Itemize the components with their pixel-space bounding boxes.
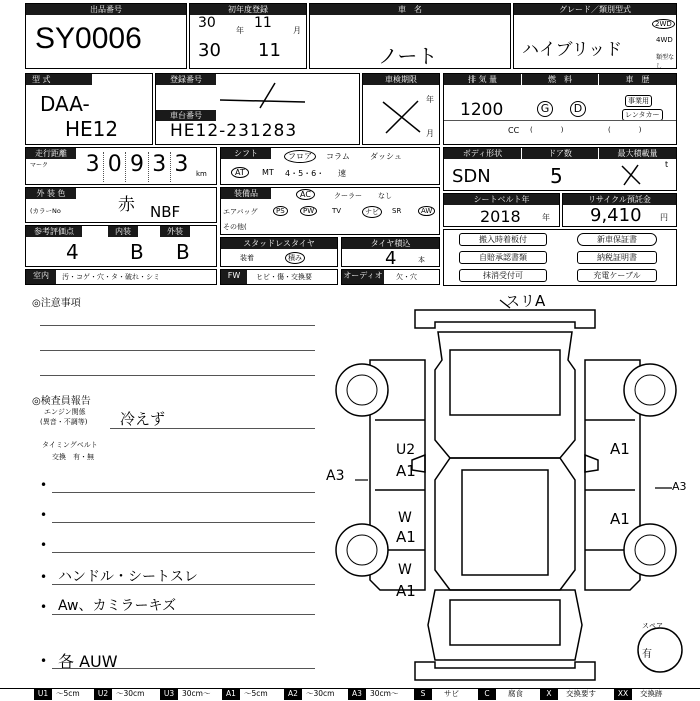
- note-line: [52, 492, 315, 493]
- fw-label: FW: [221, 270, 247, 284]
- legend-value: 〜30cm: [306, 689, 335, 698]
- bullet: •: [40, 508, 48, 522]
- equip-other: その他(: [223, 223, 247, 231]
- mileage-digit: 9: [126, 152, 148, 182]
- equip-pw: PW: [300, 206, 317, 216]
- note-line: [52, 522, 315, 523]
- first-reg-month-printed: 11: [254, 15, 272, 31]
- note-line: [40, 350, 315, 351]
- equip-sr: SR: [392, 207, 402, 215]
- first-reg-year-printed: 30: [198, 15, 216, 31]
- shift-floor: フロア: [284, 150, 316, 163]
- legend-value: 交換要す: [566, 689, 596, 698]
- paren-row: ( ): [530, 126, 564, 134]
- equip-cooler: クーラー: [334, 192, 362, 200]
- fuel-label: 燃 料: [522, 74, 598, 85]
- interior-cond-items: 汚・コゲ・穴・タ・破れ・シミ: [62, 273, 160, 281]
- doc-manual-book: 納税証明書: [577, 251, 657, 264]
- legend-value: 30cm〜: [370, 689, 399, 698]
- bullet: •: [40, 478, 48, 492]
- bullet: •: [40, 570, 48, 584]
- mark-top: スリA: [505, 292, 546, 310]
- legend-value: サビ: [444, 689, 459, 698]
- engine-sub: (異音・不調等): [40, 418, 88, 426]
- drive-other: 類型なし: [656, 54, 675, 70]
- doc-delete: 抹消受付可: [459, 269, 547, 282]
- inspection-month: 月: [426, 129, 434, 138]
- month-unit: 月: [293, 26, 301, 35]
- spare-label: スペア: [642, 622, 663, 630]
- engine-value: 冷えず: [120, 410, 166, 428]
- model-name-label: 車 名: [310, 4, 510, 15]
- equip-none: なし: [378, 192, 392, 200]
- note-bullet-1: ハンドル・シートスレ: [58, 569, 198, 585]
- paren-row-2: ( ): [608, 126, 642, 134]
- model-name-value: ノート: [378, 44, 438, 68]
- spec-divider: [444, 120, 676, 121]
- mileage-unit: km: [196, 170, 207, 178]
- body-value: SDN: [452, 166, 491, 187]
- shift-dash: ダッシュ: [370, 152, 402, 161]
- doors-value: 5: [550, 164, 563, 188]
- note-line: [52, 584, 315, 585]
- doc-manual: 搬入時着板付: [459, 233, 547, 246]
- grade-label: グレード／類別型式: [514, 4, 676, 15]
- inspection-year: 年: [426, 95, 434, 104]
- grade-value: ハイブリッド: [522, 40, 623, 60]
- year-unit: 年: [236, 26, 244, 35]
- displacement-unit: CC: [508, 126, 520, 135]
- mark-left-side: A3: [326, 468, 345, 484]
- tires-value: 4: [385, 248, 397, 269]
- note-line: [52, 552, 315, 553]
- recycle-label: リサイクル預託金: [563, 194, 676, 205]
- legend-key: A2: [284, 688, 302, 700]
- mark-right-side: A3: [672, 480, 687, 493]
- type-value-1: DAA-: [40, 92, 90, 116]
- legend-value: 〜5cm: [56, 689, 80, 698]
- type-label: 型 式: [26, 74, 92, 85]
- tires-unit: 本: [418, 256, 425, 264]
- capacity-unit: t: [665, 160, 669, 169]
- mileage-digits: [82, 152, 192, 182]
- mileage-sub: マーク: [30, 162, 49, 169]
- fuel-g: G: [537, 101, 553, 117]
- legend-key: C: [478, 688, 496, 700]
- lot-value: SY0006: [35, 22, 142, 55]
- exterior-label: 外装: [160, 226, 190, 237]
- note-line: [52, 614, 315, 615]
- color-sub: (カラーNo: [30, 207, 61, 215]
- legend-value: 30cm〜: [182, 689, 211, 698]
- audio-label: オーディオ: [342, 270, 384, 284]
- inspector-label: ◎検査員報告: [32, 396, 91, 407]
- drive-2wd: 2WD: [652, 19, 675, 29]
- bullet: •: [40, 538, 48, 552]
- studless-install: 装着: [240, 254, 254, 262]
- inspection-cross: [380, 98, 424, 136]
- displacement-value: 1200: [460, 100, 504, 120]
- recycle-unit: 円: [660, 213, 668, 222]
- legend-key: XX: [614, 688, 632, 700]
- shift-speeds-unit: 速: [338, 169, 346, 178]
- first-reg-label: 初年度登録: [190, 4, 306, 15]
- doc-warranty: 新車保証書: [577, 233, 657, 246]
- mileage-digit: 3: [82, 152, 104, 182]
- first-reg-year-hw: 30: [198, 40, 221, 61]
- fw-items: ヒビ・傷・交換要: [256, 273, 312, 281]
- equip-ac: AC: [296, 189, 315, 200]
- interior-label: 内装: [108, 226, 138, 237]
- mileage-digit: 0: [104, 152, 126, 182]
- timing-label: タイミングベルト: [42, 441, 98, 449]
- seatbelt-unit: 年: [542, 213, 550, 222]
- note-line: [52, 668, 315, 669]
- audio-items: 欠・穴: [396, 273, 417, 281]
- legend-key: S: [414, 688, 432, 700]
- legend-key: U1: [34, 688, 52, 700]
- color-label: 外 装 色: [26, 188, 76, 199]
- reg-no-label: 登録番号: [156, 74, 216, 85]
- shift-at: AT: [231, 167, 249, 178]
- first-reg-month-hw: 11: [258, 40, 281, 61]
- studless-load: 積み: [285, 252, 305, 264]
- history-rental: レンタカー: [622, 109, 663, 121]
- equip-navi: ナビ: [362, 206, 382, 218]
- tires-label: タイヤ積込: [342, 238, 439, 249]
- mark-left-mid-2: A1: [396, 528, 416, 546]
- exterior-value: B: [176, 240, 190, 264]
- note-bullet-2: Aw、カミラーキズ: [58, 598, 177, 614]
- seatbelt-value: 2018: [480, 207, 521, 226]
- equip-tv: TV: [332, 207, 342, 215]
- legend-key: A3: [348, 688, 366, 700]
- type-value-2: HE12: [65, 117, 119, 141]
- doc-self: 自賠承認書類: [459, 251, 547, 264]
- mark-left-front: U2: [396, 442, 416, 458]
- score-value: 4: [66, 240, 79, 264]
- doors-label: ドア数: [522, 148, 598, 159]
- history-label: 車 歴: [599, 74, 676, 85]
- note-line: [110, 428, 315, 429]
- legend-value: 〜5cm: [244, 689, 268, 698]
- lot-label: 出品番号: [26, 4, 186, 15]
- color-value: 赤: [118, 195, 135, 215]
- interior-value: B: [130, 240, 144, 264]
- shift-mt: MT: [262, 168, 274, 177]
- legend-value: 交換跡: [640, 689, 663, 698]
- shift-speeds: 4・5・6・: [285, 169, 325, 178]
- mileage-digit: 3: [174, 152, 189, 177]
- mileage-label: 走行距離: [26, 148, 76, 159]
- history-business: 事業用: [625, 95, 652, 107]
- reg-no-cross: [215, 80, 310, 110]
- drive-4wd: 4WD: [656, 36, 673, 44]
- bullet: •: [40, 654, 48, 668]
- legend-key: X: [540, 688, 558, 700]
- equip-airbag: エアバッグ: [223, 208, 258, 216]
- legend-value: 〜30cm: [116, 689, 145, 698]
- shift-column: コラム: [326, 152, 350, 161]
- legend-key: U3: [160, 688, 178, 700]
- bullet: •: [40, 600, 48, 614]
- mark-left-rear-2: A1: [396, 582, 416, 600]
- timing-sub: 交換 有・無: [52, 453, 94, 461]
- note-line: [40, 375, 315, 376]
- body-label: ボディ形状: [444, 148, 521, 159]
- mark-right-front: A1: [610, 440, 630, 458]
- legend-value: 腐食: [508, 689, 523, 698]
- mileage-digit: 3: [149, 152, 171, 182]
- mark-right-rear: A1: [610, 510, 630, 528]
- equip-label: 装備品: [221, 188, 271, 199]
- equip-ps: PS: [273, 206, 288, 216]
- studless-label: スタッドレスタイヤ: [221, 238, 337, 249]
- displacement-label: 排 気 量: [444, 74, 521, 85]
- legend-key: A1: [222, 688, 240, 700]
- recycle-value: 9,410: [590, 205, 642, 226]
- color-code: NBF: [150, 203, 181, 221]
- chassis-value: HE12-231283: [170, 121, 298, 141]
- caution-label: ◎注意事項: [32, 298, 81, 309]
- seatbelt-label: シートベルト年: [444, 194, 559, 205]
- note-bullet-3: 各 AUW: [58, 652, 118, 671]
- interior-cond-label: 室内: [26, 270, 56, 284]
- shift-label: シフト: [221, 148, 271, 159]
- doc-cable: 充電ケーブル: [577, 269, 657, 282]
- legend-key: U2: [94, 688, 112, 700]
- note-line: [40, 325, 315, 326]
- engine-label: エンジン関係: [44, 408, 86, 416]
- capacity-label: 最大積載量: [599, 148, 676, 159]
- mark-left-mid: W: [398, 510, 412, 526]
- equip-aw: AW: [418, 206, 435, 216]
- mark-left-rear: W: [398, 562, 412, 578]
- chassis-label: 車台番号: [156, 110, 216, 121]
- spare-value: 有: [642, 649, 652, 660]
- inspection-label: 車検期限: [363, 74, 439, 85]
- capacity-cross: [620, 163, 642, 187]
- mark-left-front-2: A1: [396, 462, 416, 480]
- score-label: 参考評価点: [26, 226, 82, 237]
- fuel-d: D: [570, 101, 586, 117]
